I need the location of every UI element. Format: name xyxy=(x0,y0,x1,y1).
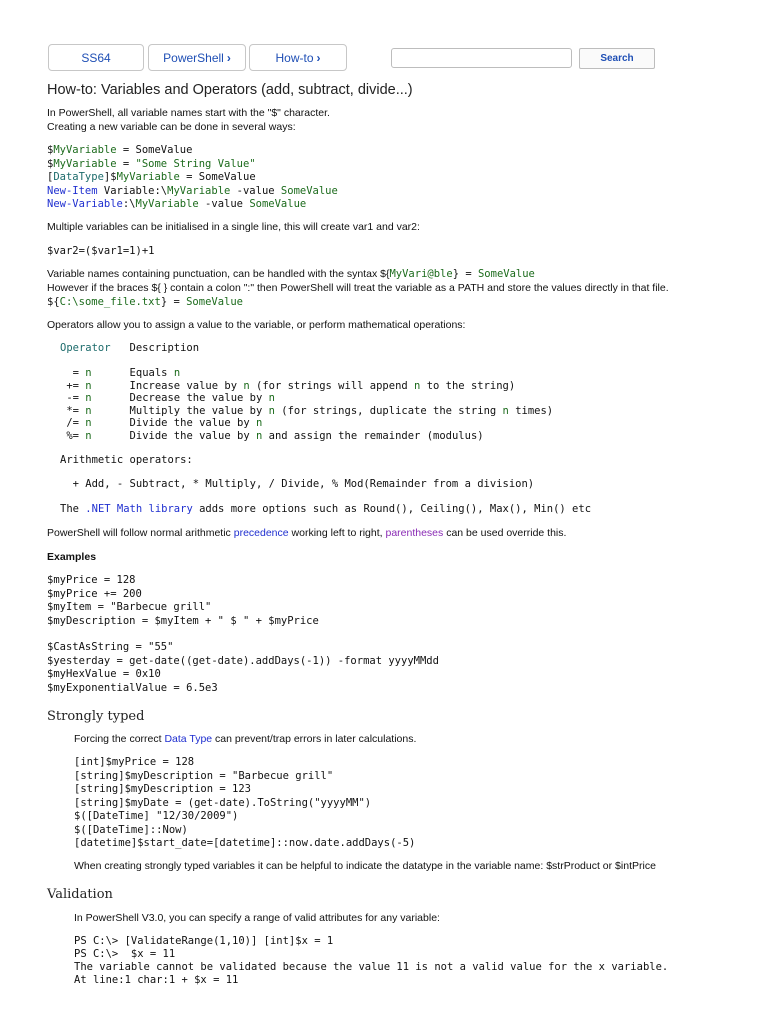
nav-powershell-button[interactable] xyxy=(148,44,246,71)
ops-row: = n Equals n xyxy=(60,367,181,379)
punct-line-2: However if the braces ${ } contain a colon ":" then PowerShell will treat the variable as a PATH and store the values directly in that file. xyxy=(47,282,669,294)
nav-ss64-label: SS64 xyxy=(81,51,111,65)
parentheses-link[interactable]: parentheses xyxy=(385,527,444,539)
strongly-typed-heading: Strongly typed xyxy=(47,709,145,724)
example-code-line: $myPrice = 128 xyxy=(47,574,136,586)
example-code-line: $myPrice += 200 xyxy=(47,587,142,600)
code-line: New-Item Variable:\MyVariable -value SomeValue xyxy=(47,184,338,197)
precedence-link[interactable]: precedence xyxy=(233,527,289,539)
typed-code-line: [int]$myPrice = 128 xyxy=(74,756,195,768)
precedence-line: PowerShell will follow normal arithmetic precedence working left to right, parentheses can be used override this. xyxy=(47,527,567,539)
validation-code-line: PS C:\> [ValidateRange(1,10)] [int]$x = 1 xyxy=(74,935,334,947)
examples-heading: Examples xyxy=(47,551,97,563)
validation-code-line: PS C:\> $x = 11 xyxy=(74,948,176,960)
typed-code-line: $([DateTime] "12/30/2009") xyxy=(74,810,239,822)
chevron-right-icon: › xyxy=(316,51,321,65)
example-code-line: $myExponentialValue = 6.5e3 xyxy=(47,681,218,694)
intro-line-1: In PowerShell, all variable names start with the "$" character. xyxy=(47,107,330,119)
code-line: $MyVariable = SomeValue xyxy=(47,144,193,156)
ops-header: Operator Description xyxy=(60,342,200,354)
search-button-label: Search xyxy=(600,53,634,64)
nav-ss64-button[interactable] xyxy=(48,44,144,71)
code-line: New-Variable:\MyVariable -value SomeValue xyxy=(47,198,307,210)
operators-intro: Operators allow you to assign a value to the variable, or perform mathematical operations: xyxy=(47,319,466,331)
ops-row: += n Increase value by n (for strings will append n to the string) xyxy=(60,379,516,392)
typed-code-line: [datetime]$start_date=[datetime]::now.date.addDays(-5) xyxy=(74,837,416,849)
code-line: $MyVariable = "Some String Value" xyxy=(47,157,256,170)
intro-line-2: Creating a new variable can be done in several ways: xyxy=(47,121,296,133)
validation-code-line: At line:1 char:1 + $x = 11 xyxy=(74,974,239,986)
ops-row: *= n Multiply the value by n (for strings, duplicate the string n times) xyxy=(60,404,554,417)
search-input[interactable] xyxy=(391,48,572,68)
arith-operators: + Add, - Subtract, * Multiply, / Divide, % Mod(Remainder from a division) xyxy=(60,478,535,490)
net-math-line: The .NET Math library adds more options such as Round(), Ceiling(), Max(), Min() etc xyxy=(60,503,592,515)
ops-row: -= n Decrease the value by n xyxy=(60,392,275,404)
nav-howto-label: How-to xyxy=(275,51,314,65)
punct-line-3: ${C:\some_file.txt} = SomeValue xyxy=(47,296,244,308)
example-code-line: $yesterday = get-date((get-date).addDays(-1)) -format yyyyMMdd xyxy=(47,654,439,667)
strongly-typed-text: Forcing the correct Data Type can prevent/trap errors in later calculations. xyxy=(74,733,417,745)
typed-code-line: [string]$myDescription = "Barbecue grill" xyxy=(74,769,334,782)
ops-row: %= n Divide the value by n and assign the remainder (modulus) xyxy=(60,429,484,442)
ops-row: /= n Divide the value by n xyxy=(60,417,263,429)
validation-code-line: The variable cannot be validated because the value 11 is not a valid value for the x variable. xyxy=(74,961,669,973)
search-button[interactable] xyxy=(579,48,655,69)
example-code-line: $myDescription = $myItem + " $ " + $myPrice xyxy=(47,614,319,627)
arith-title: Arithmetic operators: xyxy=(60,454,193,466)
example-code-line: $myItem = "Barbecue grill" xyxy=(47,601,212,613)
typed-code-line: [string]$myDescription = 123 xyxy=(74,783,252,795)
typed-code-line: $([DateTime]::Now) xyxy=(74,823,188,836)
page-title: How-to: Variables and Operators (add, subtract, divide...) xyxy=(47,82,413,98)
nav-howto-button[interactable] xyxy=(249,44,347,71)
nav-powershell-label: PowerShell xyxy=(163,51,224,65)
strongly-typed-note: When creating strongly typed variables it can be helpful to indicate the datatype in the variable name: $strProduct or $intPrice xyxy=(74,860,656,872)
multi-text: Multiple variables can be initialised in a single line, this will create var1 and var2: xyxy=(47,221,420,233)
data-type-link[interactable]: Data Type xyxy=(164,733,213,745)
validation-heading: Validation xyxy=(47,887,113,902)
multi-code: $var2=($var1=1)+1 xyxy=(47,245,155,257)
punct-line-1: Variable names containing punctuation, can be handled with the syntax ${MyVari@ble} = SomeValue xyxy=(47,268,535,280)
example-code-line: $CastAsString = "55" xyxy=(47,641,174,653)
typed-code-line: [string]$myDate = (get-date).ToString("yyyyMM") xyxy=(74,796,372,809)
example-code-line: $myHexValue = 0x10 xyxy=(47,668,161,680)
net-math-link[interactable]: .NET Math library xyxy=(85,503,193,515)
code-line: [DataType]$MyVariable = SomeValue xyxy=(47,171,256,183)
validation-text: In PowerShell V3.0, you can specify a range of valid attributes for any variable: xyxy=(74,912,440,924)
chevron-right-icon: › xyxy=(226,51,231,65)
